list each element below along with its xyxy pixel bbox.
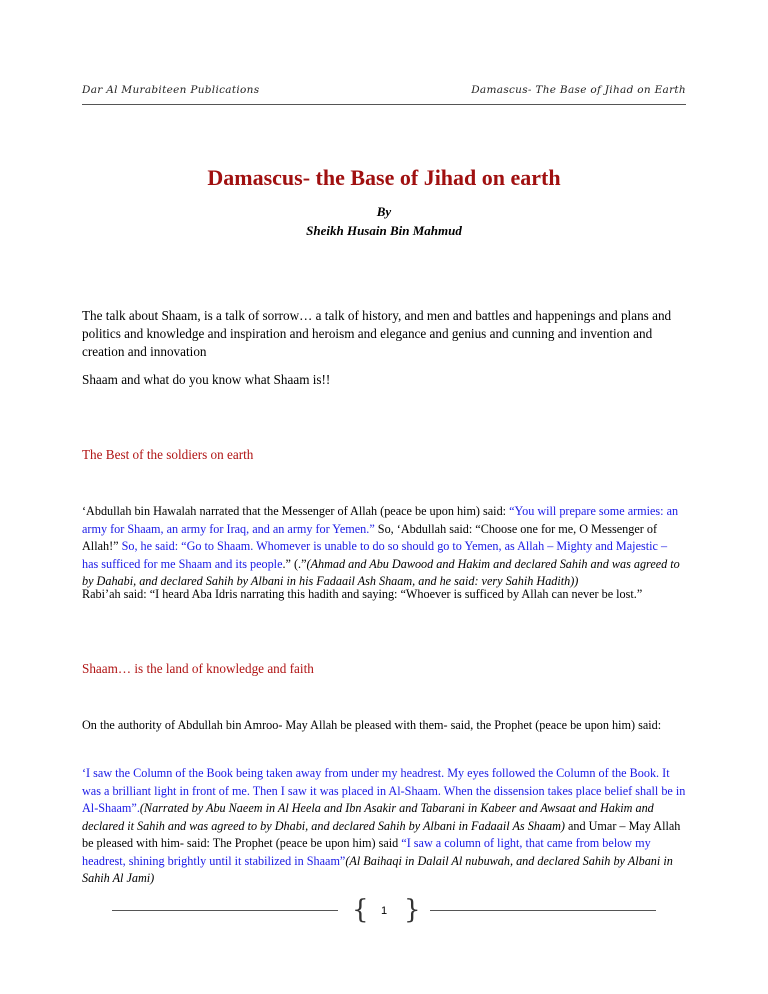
running-header xyxy=(82,84,686,100)
hadith-quote: “I saw a column of light, that came from below my headrest, shining brightly until it stabilized in Shaam” xyxy=(82,836,651,868)
rabiah-paragraph: Rabi’ah said: “I heard Aba Idris narrating this hadith and saying: “Whoever is sufficed by Allah can never be lost.” xyxy=(82,587,643,601)
footer-brace-right: } xyxy=(404,895,421,925)
narration-text: ‘Abdullah bin Hawalah narrated that the Messenger of Allah (peace be upon him) said: xyxy=(82,504,510,518)
authority-paragraph: On the authority of Abdullah bin Amroo- May Allah be pleased with them- said, the Prophet (peace be upon him) said: xyxy=(82,718,662,732)
footer-rule-left xyxy=(112,910,338,911)
header-doc-title: Damascus- The Base of Jihad on Earth xyxy=(471,84,686,96)
hadith-quote: “You will prepare some armies: an army for Shaam, an army for Iraq, and an army for Yemen.” xyxy=(82,504,679,536)
narration-text: and Umar – May Allah be pleased with him- said: The Prophet (peace be upon him) said xyxy=(82,818,681,850)
hadith-quote: ‘I saw the Column of the Book being taken away from under my headrest. My eyes followed the Column of the Book. It was a brilliant light in front of me. Then I saw it was placed in Al-Shaam. When the dissension takes place belief shall be in Al-Shaam”. xyxy=(82,766,686,815)
section-heading-knowledge-faith: Shaam… is the land of knowledge and faith xyxy=(82,661,314,676)
page-number: 1 xyxy=(380,905,388,917)
citation: (Narrated by Abu Naeem in Al Heela and Ibn Asakir and Tabarani in Kabeer and Awsaat and Hakim and declared it Sahih and was agreed to by Dhabi, and declared Sahih by Albani in Fadaail As Shaam) xyxy=(82,801,654,833)
hadith-paragraph-armies xyxy=(82,503,686,591)
intro-question: Shaam and what do you know what Shaam is!! xyxy=(82,372,331,387)
header-divider xyxy=(82,104,686,105)
quote-close: .” (.” xyxy=(282,556,307,571)
hadith-paragraph-column xyxy=(82,765,686,888)
footer-rule-right xyxy=(430,910,656,911)
narration-text: So, ‘Abdullah said: “Choose one for me, O Messenger of Allah!” xyxy=(82,521,658,553)
byline-author: Sheikh Husain Bin Mahmud xyxy=(306,223,462,238)
intro-paragraph: The talk about Shaam, is a talk of sorrow… a talk of history, and men and battles and happenings and plans and politics and knowledge and inspiration and heroism and elegance and genius and cunning and invention and creation and innovation xyxy=(82,308,672,359)
document-title: Damascus- the Base of Jihad on earth xyxy=(207,165,561,190)
header-publisher: Dar Al Murabiteen Publications xyxy=(82,84,260,96)
citation: (Ahmad and Abu Dawood and Hakim and declared Sahih and was agreed to by Dahabi, and declared Sahih by Albani in his Fadaail Ash Shaam, and he said: very Sahih Hadith)) xyxy=(82,556,680,588)
hadith-quote: So, he said: “Go to Shaam. Whomever is unable to do so should go to Yemen, as Allah – Mighty and Majestic – has sufficed for me Shaam and its people xyxy=(82,539,668,571)
section-heading-best-soldiers: The Best of the soldiers on earth xyxy=(82,447,254,462)
byline-by: By xyxy=(376,204,392,219)
footer-brace-left: { xyxy=(352,895,369,925)
citation: (Al Baihaqi in Dalail Al nubuwah, and declared Sahih by Albani in Sahih Al Jami) xyxy=(82,853,673,885)
